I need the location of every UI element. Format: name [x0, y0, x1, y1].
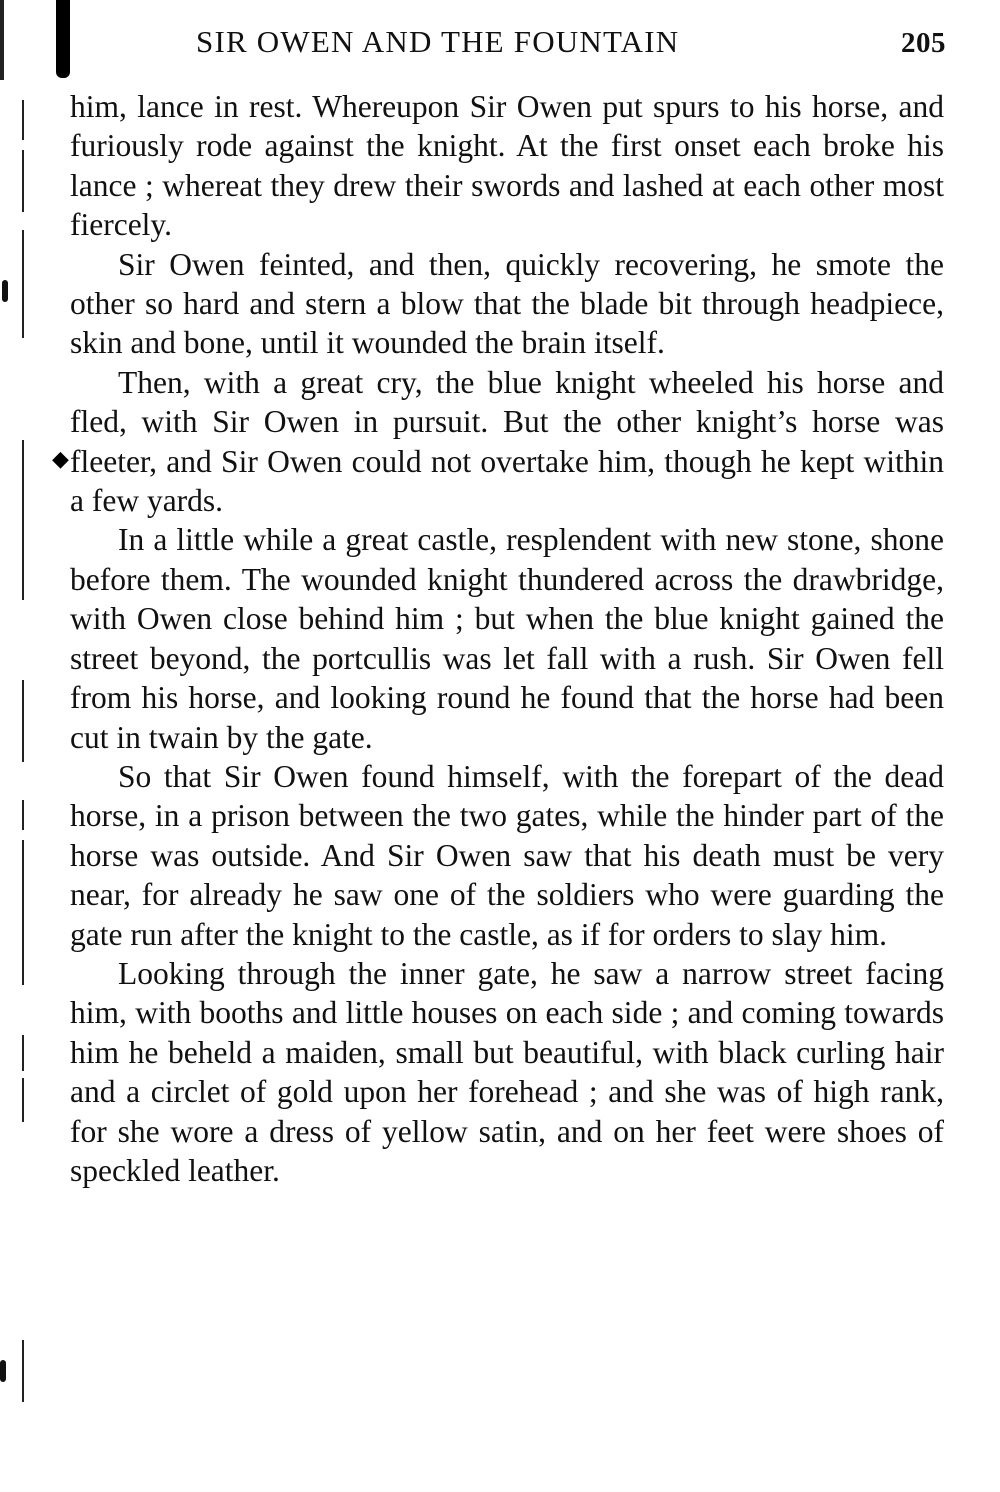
margin-rule — [22, 1035, 24, 1071]
margin-rule — [22, 1078, 24, 1122]
paragraph: Then, with a great cry, the blue knight wheeled his horse and fled, with Sir Owen in pursuit. But the other knight’s horse was fleeter, and Sir Owen could not overtake him, though he kept within a few yards. — [70, 364, 944, 519]
margin-rule — [22, 150, 24, 212]
margin-rule — [22, 800, 24, 830]
running-head — [196, 24, 946, 68]
margin-rule — [22, 230, 24, 338]
page-number: 205 — [901, 27, 946, 59]
scan-gutter-bar — [56, 0, 70, 78]
paragraph: Sir Owen feinted, and then, quickly recovering, he smote the other so hard and stern a blow that the blade bit through headpiece, skin and bone, until it wounded the brain itself. — [70, 246, 944, 361]
paragraph: In a little while a great castle, resplendent with new stone, shone before them. The wounded knight thundered across the drawbridge, with Owen close behind him ; but when the blue knight gained the street beyond, the portcullis was let fall with a rush. Sir Owen fell from his horse, and looking round he found that the horse had been cut in twain by the gate. — [70, 522, 944, 755]
paragraph: him, lance in rest. Whereupon Sir Owen put spurs to his horse, and furiously rode against the knight. At the first onset each broke his lance ; whereat they drew their swords and lashed at each other most fiercely. — [70, 89, 944, 243]
margin-rule — [22, 100, 24, 140]
margin-blot — [0, 1360, 6, 1382]
paragraph: So that Sir Owen found himself, with the forepart of the dead horse, in a prison between the two gates, while the hinder part of the horse was outside. And Sir Owen saw that his death must be very near, for already he saw one of the soldiers who were guarding the gate run after the knight to the castle, as if for orders to slay him. — [70, 758, 944, 952]
paragraph: Looking through the inner gate, he saw a narrow street facing him, with booths and little houses on each side ; and coming towards him he beheld a maiden, small but beautiful, with black curling hair and a circlet of gold upon her forehead ; and she was of high rank, for she wore a dress of yellow satin, and on her feet were shoes of speckled leather. — [70, 955, 944, 1188]
margin-blot — [2, 280, 8, 302]
margin-rule — [22, 840, 24, 985]
paragraph-marker-icon: ◆ — [52, 447, 69, 472]
margin-rule — [22, 680, 24, 762]
running-title: SIR OWEN AND THE FOUNTAIN — [196, 24, 680, 59]
body-text — [70, 87, 944, 1190]
scan-edge-mark — [0, 0, 4, 80]
margin-rule — [22, 1340, 24, 1402]
margin-rule — [22, 440, 24, 600]
